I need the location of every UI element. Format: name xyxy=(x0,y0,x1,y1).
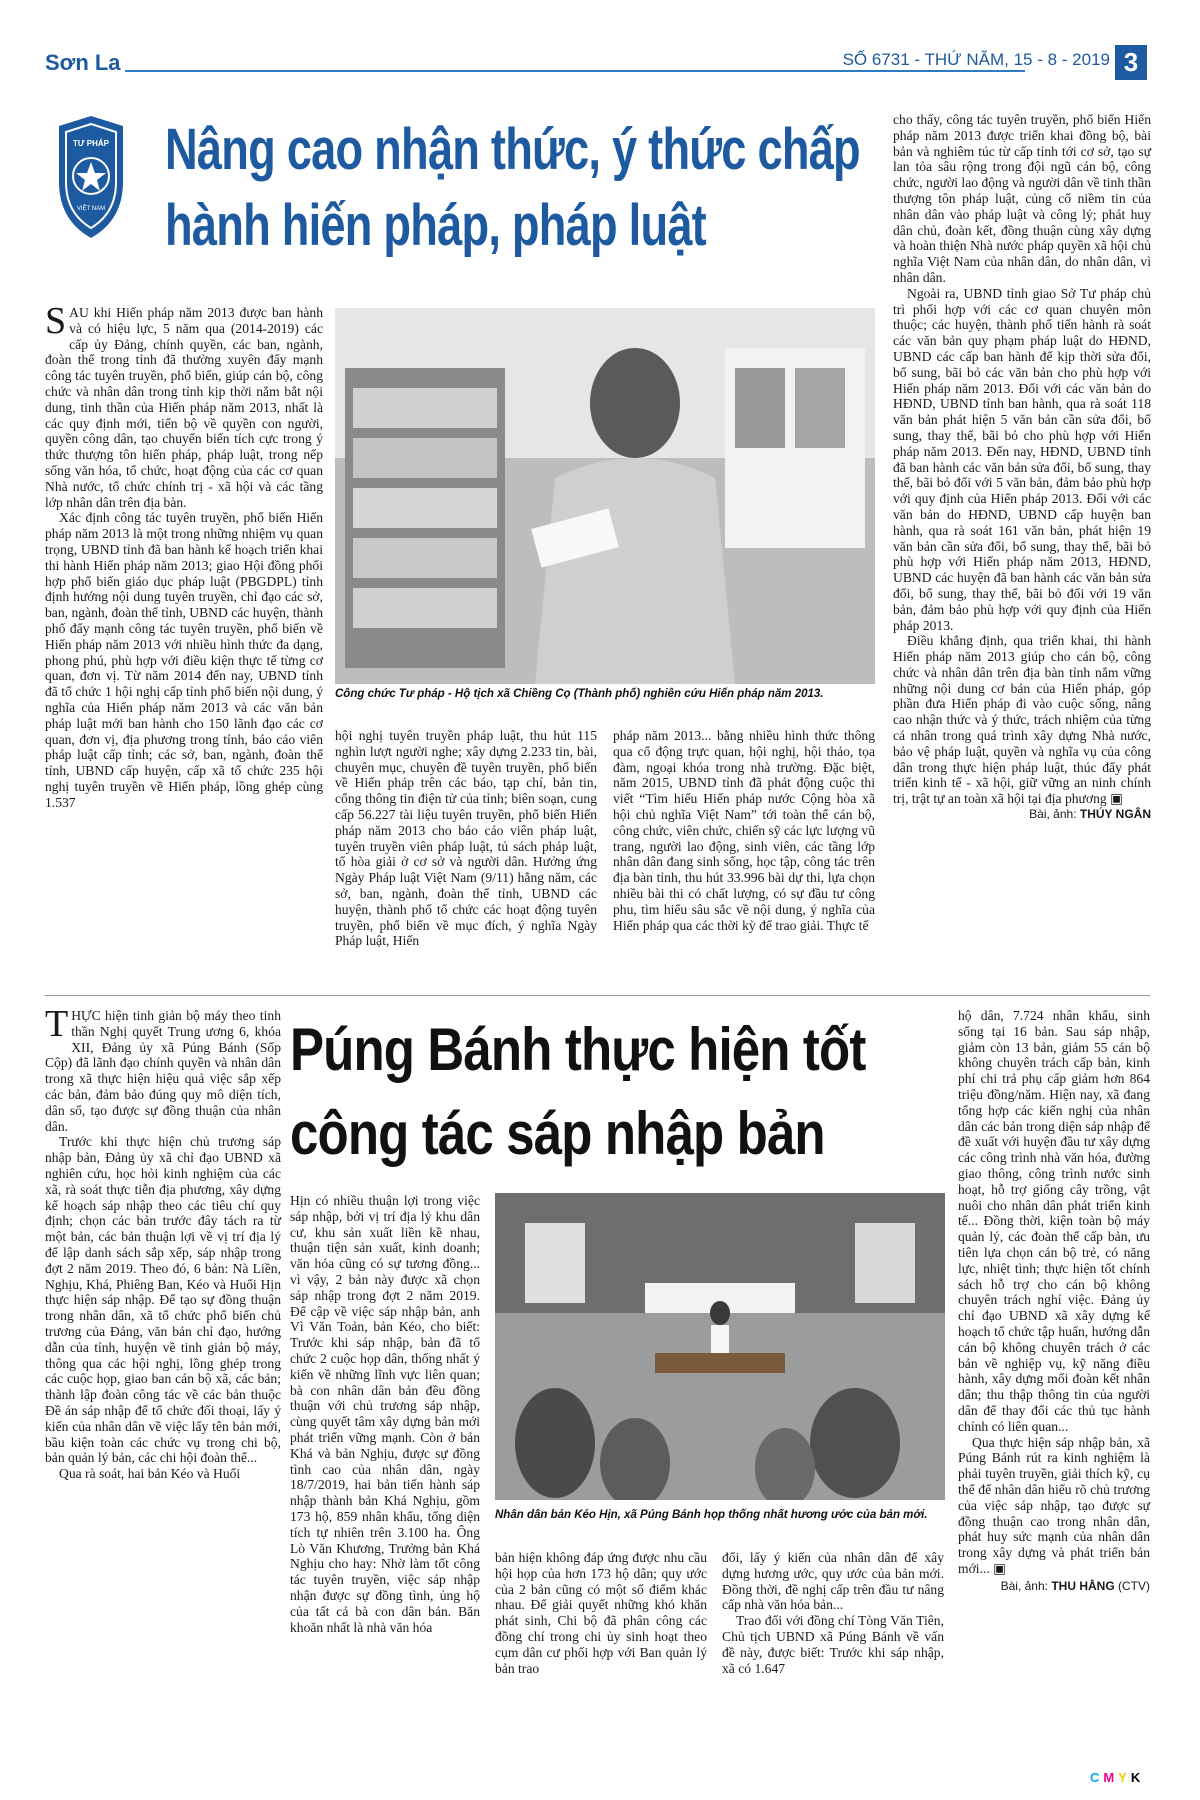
cmyk-y: Y xyxy=(1118,1770,1131,1785)
article2-column-4 xyxy=(722,1550,944,1676)
article1-column-3 xyxy=(613,728,875,933)
article2-title: Púng Bánh thực hiện tốt công tác sáp nhập bản xyxy=(290,1016,866,1167)
article1-paragraph: cho thấy, công tác tuyên truyền, phổ biến Hiến pháp năm 2013 được triển khai đồng bộ, bài bản và nghiêm túc từ cấp tỉnh tới cơ sở, tạo sự lan tỏa sâu rộng trong đội ngũ cán bộ, công chức, người lao động và người dân về tinh thần thượng tôn pháp luật, củng cố niềm tin của nhân dân vào pháp luật và công lý; phát huy dân chủ, đoàn kết, đồng thuận cùng xây dựng và hoàn thiện Nhà nước pháp quyền xã hội chủ nghĩa Việt Nam của nhân dân, do nhân dân, vì nhân dân. xyxy=(893,112,1151,285)
justice-shield-logo xyxy=(55,112,127,242)
article2-paragraph: Qua thực hiện sáp nhập bản, xã Púng Bánh rút ra kinh nghiệm là phải tuyên truyền, giải thích kỹ, cụ thể để nhân dân hiểu rõ chủ trương của việc sáp nhập, tạo được sự đồng thuận cao trong nhân dân, phát huy sức mạnh của nhân dân trong xây dựng và phát triển bản mới... xyxy=(958,1434,1150,1576)
section-name: Sơn La xyxy=(45,50,121,75)
article1-paragraph: Xác định công tác tuyên truyền, phổ biến Hiến pháp năm 2013 là một trong những nhiệm vụ quan trọng, UBND tỉnh đã ban hành kế hoạch triển khai thi hành Hiến pháp năm 2013; giao Hội đồng phối hợp phổ biến giáo dục pháp luật (PBGDPL) tỉnh định hướng nội dung tuyên truyền, chỉ đạo các sở, ban, ngành, đoàn thể tỉnh, UBND các huyện, thành phố đẩy mạnh công tác tuyên truyền, phổ biến về Hiến pháp năm 2013 với nhiều hình thức đa dạng, phong phú, phù hợp với điều kiện thực tế từng cơ quan, đơn vị. Từ năm 2014 đến nay, UBND tỉnh đã tổ chức 1 hội nghị cấp tỉnh phổ biến nội dung, ý nghĩa của Hiến pháp năm 2013 và các văn bản pháp luật mới ban hành cho 150 lãnh đạo các cơ quan, đơn vị, địa phương trong tỉnh, báo cáo viên pháp luật cấp tỉnh; các sở, ban, ngành, đoàn thể tỉnh, UBND cấp huyện, cấp xã tổ chức 235 hội nghị tuyên truyền về Hiến pháp, lồng ghép cùng 1.537 xyxy=(45,510,323,810)
article1-column-4 xyxy=(893,112,1151,823)
article2-paragraph: Trao đổi với đồng chí Tòng Văn Tiên, Chủ tịch UBND xã Púng Bánh về vấn đề này, được biết: Trước khi sáp nhập, xã có 1.647 xyxy=(722,1613,944,1676)
logo-text-bottom: VIỆT NAM xyxy=(76,206,106,212)
drop-cap: S xyxy=(45,300,67,342)
article2-photo xyxy=(495,1193,945,1500)
article1-caption: Công chức Tư pháp - Hộ tịch xã Chiềng Cọ (Thành phố) nghiên cứu Hiến pháp năm 2013. xyxy=(335,688,824,700)
byline-author: THU HẰNG xyxy=(1051,1578,1115,1593)
cmyk-marker xyxy=(1090,1770,1144,1785)
byline-label: Bài, ảnh: xyxy=(1000,1578,1048,1593)
article2-paragraph: đổi, lấy ý kiến của nhân dân để xây dựng hương ước, quy ước của bản mới. Đồng thời, đề nghị cấp trên đầu tư nâng cấp nhà văn hóa bản... xyxy=(722,1550,944,1613)
article-divider xyxy=(45,995,1150,996)
article2-paragraph: hộ dân, 7.724 nhân khẩu, sinh sống tại 16 bản. Sau sáp nhập, giảm còn 13 bản, giảm 55 cán bộ không chuyên trách cấp bản, kinh phí chi trả phụ cấp giảm hơn 864 triệu đồng/năm. Hiện nay, xã đang tổng hợp các kiến nghị của nhân dân các bản trong diện sáp nhập để đề xuất với huyện đầu tư xây dựng các công trình nhà văn hóa, đường giao thông, công trình nước sinh hoạt, hỗ trợ giống cây trồng, vật nuôi cho nhân dân phát triển kinh tế... Đồng thời, kiện toàn bộ máy quản lý, các đoàn thể cấp bản, ưu tiên lựa chọn cán bộ trẻ, có năng lực, nhiệt tình; thực hiện tốt chính sách hỗ trợ cho cán bộ không chuyên trách nghỉ việc. Đảng ủy chỉ đạo UBND xã xây dựng kế hoạch tổ chức tập huấn, hướng dẫn cán bộ không chuyên trách ở các bản về nghiệp vụ, kỹ năng điều hành, xây dựng mối đoàn kết nhân dân; thu thập thông tin của người dân để thay đổi các thủ tục hành chính có liên quan... xyxy=(958,1008,1150,1434)
byline-author: THÚY NGÂN xyxy=(1079,807,1151,822)
cmyk-c: C xyxy=(1090,1770,1104,1785)
article1-photo xyxy=(335,308,875,684)
article2-paragraph: bản hiện không đáp ứng được nhu cầu hội họp của hơn 173 hộ dân; quy ước của 2 bản cũng có một số điểm khác nhau. Để giải quyết những khó khăn phát sinh, Chi bộ đã phân công các đồng chí trong chi ủy sinh hoạt theo cụm dân cư phối hợp với Ban quản lý bản trao xyxy=(495,1550,707,1676)
page-number: 3 xyxy=(1115,45,1147,80)
cmyk-k: K xyxy=(1130,1770,1145,1785)
article2-paragraph: Qua rà soát, hai bản Kéo và Huổi xyxy=(59,1466,241,1482)
issue-info: SỐ 6731 - THỨ NĂM, 15 - 8 - 2019 xyxy=(842,50,1110,69)
drop-cap: T xyxy=(45,1003,69,1045)
header-rule xyxy=(125,70,1025,72)
logo-text-top: TƯ PHÁP xyxy=(73,139,109,148)
article1-column-1 xyxy=(45,300,323,811)
article2-column-1 xyxy=(45,1003,281,1482)
article1-paragraph: Điều khẳng định, qua triển khai, thi hành Hiến pháp năm 2013 giúp cho cán bộ, công chức và nhân dân trên địa bàn tỉnh nắm vững những nội dung cơ bản của Hiến pháp, góp phần đưa Hiến pháp đi vào cuộc sống, nâng cao nhận thức và ý thức, trách nhiệm của từng cá nhân trong quá trình xây dựng Nhà nước, bảo vệ pháp luật, quyền và nghĩa vụ của công dân trong thực hiện pháp luật, thúc đẩy phát triển kinh tế - xã hội, giữ vững an ninh chính trị, trật tự an toàn xã hội tại địa phương xyxy=(893,633,1151,807)
article2-column-5 xyxy=(958,1008,1150,1594)
cmyk-m: M xyxy=(1103,1770,1119,1785)
byline-suffix: (CTV) xyxy=(1118,1578,1150,1593)
end-mark-icon: ▣ xyxy=(993,1560,1006,1576)
end-mark-icon: ▣ xyxy=(1110,791,1123,807)
article1-paragraph: pháp năm 2013... bằng nhiều hình thức thông qua cổ động trực quan, hội nghị, hội thảo, tọa đàm, ngoại khóa trong nhà trường. Đặc biệt, năm 2015, UBND tỉnh đã phát động cuộc thi viết “Tìm hiểu Hiến pháp nước Cộng hòa xã hội chủ nghĩa Việt Nam” tới toàn thể cán bộ, công chức, viên chức, chiến sỹ các lực lượng vũ trang, người lao động, sinh viên, các tầng lớp nhân dân đang sinh sống, học tập, công tác trên địa bàn tỉnh, thu hút 33.996 bài dự thi, lựa chọn nhiều bài thi có chất lượng, có sự đầu tư công phu, tìm hiểu sâu sắc về nội dung, ý nghĩa của Hiến pháp qua các thời kỳ để trao giải. Thực tế xyxy=(613,728,875,933)
article2-paragraph: Hịn có nhiều thuận lợi trong việc sáp nhập, bởi vị trí địa lý khu dân cư, khu sản xuất liền kề nhau, thuận tiện sản xuất, kinh doanh; văn hóa cũng có sự tương đồng... vì vậy, 2 bản này được xã chọn sáp nhập trong đợt 2 năm 2019. Để cập về việc sáp nhập bản, anh Vì Văn Toản, bản Kéo, cho biết: Trước khi sáp nhập, bản đã tổ chức 2 cuộc họp dân, thống nhất ý kiến về những lĩnh vực liên quan; bà con nhân dân bản đều đồng thuận với chủ trương sáp nhập, cùng quyết tâm xây dựng bản mới phát triển vững mạnh. Còn ở bản Khá và bản Nghịu, được sự đồng tình cao của nhân dân, ngày 18/7/2019, hai bản tiến hành sáp nhập thành bản Khá Nghịu, gồm 173 hộ, 859 nhân khẩu, tổng diện tích tự nhiên trên 3.100 ha. Ông Lò Văn Khương, Trưởng bản Khá Nghịu cho hay: Nhờ làm tốt công tác tuyên truyền, việc sáp nhập nhận được sự đồng tình, ủng hộ của tất cả bà con dân bản. Băn khoăn nhất là nhà văn hóa xyxy=(290,1193,480,1635)
article1-column-2 xyxy=(335,728,597,949)
article2-column-3 xyxy=(495,1550,707,1676)
article1-paragraph: hội nghị tuyên truyền pháp luật, thu hút 115 nghìn lượt người nghe; xây dựng 2.233 tin, bài, chuyên mục, chuyên đề tuyên truyền, phổ biến về Hiến pháp trên các báo, tạp chí, bản tin, cổng thông tin điện tử của tỉnh; biên soạn, cung cấp 56.227 tài liệu tuyên truyền, phổ biến Hiến pháp năm 2013 cho báo cáo viên pháp luật, tuyên truyền viên pháp luật, tủ sách pháp luật, tổ hòa giải ở cơ sở và người dân. Hưởng ứng Ngày Pháp luật Việt Nam (9/11) hằng năm, các sở, ban, ngành, đoàn thể tỉnh, UBND các huyện, thành phố tổ chức các hoạt động tuyên truyền, phổ biến về mục đích, ý nghĩa Ngày Pháp luật, Hiến xyxy=(335,728,597,949)
article2-column-2 xyxy=(290,1193,480,1635)
article2-paragraph: Trước khi thực hiện chủ trương sáp nhập bản, Đảng ủy xã chỉ đạo UBND xã nghiên cứu, học hỏi kinh nghiệm của các xã, rà soát thực tiễn địa phương, xây dựng kế hoạch sáp nhập theo các tiêu chí quy định; chọn các bản trước đây tách ra từ một bản, các bản thuận lợi về vị trí địa lý để lập danh sách sắp xếp, sáp nhập trong đợt 2 năm 2019. Theo đó, 6 bản: Nà Liền, Nghịu, Khá, Phiêng Ban, Kéo và Huổi Hịn thực hiện sáp nhập. Để tạo sự đồng thuận trong nhân dân, xã tổ chức phổ biến chủ trương của Đảng, văn bản chỉ đạo, hướng dẫn của tỉnh, huyện về tinh giản bộ máy, thông qua các hội nghị, lồng ghép trong các cuộc họp, giao ban cán bộ xã, các bản; thành lập đoàn công tác về các bản thuộc Đề án sáp nhập để tổ chức đối thoại, lấy ý kiến của nhân dân về việc lấy tên bản mới, bầu kiện toàn các chức vụ trong chi bộ, bản quản lý bản, các chi hội đoàn thể... xyxy=(45,1134,281,1466)
article2-caption: Nhân dân bản Kéo Hịn, xã Púng Bánh họp thống nhất hương ước của bản mới. xyxy=(495,1509,928,1521)
article1-paragraph: Ngoài ra, UBND tỉnh giao Sở Tư pháp chủ trì phối hợp với các cơ quan chuyên môn thuộc; các huyện, thành phố tiến hành rà soát các văn bản quy phạm pháp luật do HĐND, UBND các cấp ban hành để kịp thời sửa đổi, bổ sung, bãi bỏ các văn bản cho phù hợp với Hiến pháp năm 2013. Đối với các văn bản do HĐND, UBND tỉnh ban hành, qua rà soát 118 văn bản phát hiện 5 văn bản cần sửa đổi, bổ sung, thay thế, bãi bỏ cho phù hợp với Hiến pháp năm 2013. Đến nay, HĐND, UBND tỉnh đã ban hành các văn bản sửa đổi, bổ sung, thay thế, bãi bỏ đối với 5 văn bản, đảm bảo phù hợp với quy định của Hiến pháp 2013. Đối với các văn bản do HĐND, UBND cấp huyện ban hành, qua rà soát 161 văn bản, phát hiện 19 văn bản cần sửa đổi, bổ sung, thay thế, bãi bỏ phù hợp với Hiến pháp năm 2013, HĐND, UBND các huyện đã ban hành các văn bản sửa đổi, bổ sung, thay thế, bãi bỏ đối với 19 văn bản, đảm bảo phù hợp với quy định của Hiến pháp 2013. xyxy=(893,285,1151,633)
article2-paragraph: HỰC hiện tinh giản bộ máy theo tinh thần Nghị quyết Trung ương 6, khóa XII, Đảng ủy xã Púng Bánh (Sốp Cộp) đã lãnh đạo chính quyền và nhân dân trong xã thực hiện hiệu quả việc sắp xếp các bản, đảm bảo đúng quy mô diện tích, dân số, tạo được sự đồng thuận của nhân dân. xyxy=(45,1008,281,1134)
byline-label: Bài, ảnh: xyxy=(1029,807,1077,822)
article1-title: Nâng cao nhận thức, ý thức chấp hành hiến pháp, pháp luật xyxy=(165,117,860,258)
article1-paragraph: AU khi Hiến pháp năm 2013 được ban hành và có hiệu lực, 5 năm qua (2014-2019) các cấp ủy Đảng, chính quyền, các ban, ngành, đoàn thể trong tỉnh đã thường xuyên đẩy mạnh công tác tuyên truyền, phổ biến, giúp cán bộ, công chức và nhân dân trong tỉnh kịp thời nắm bắt nội dung, tinh thần của Hiến pháp năm 2013, nhất là các quy định mới, tiến bộ về quyền con người, quyền công dân, tạo chuyển biến tích cực trong ý thức thượng tôn hiến pháp, pháp luật, trong nếp sống văn hóa, tổ chức, hoạt động của các cơ quan Nhà nước, tổ chức chính trị - xã hội và các tầng lớp nhân dân trên địa bàn. xyxy=(45,305,323,510)
